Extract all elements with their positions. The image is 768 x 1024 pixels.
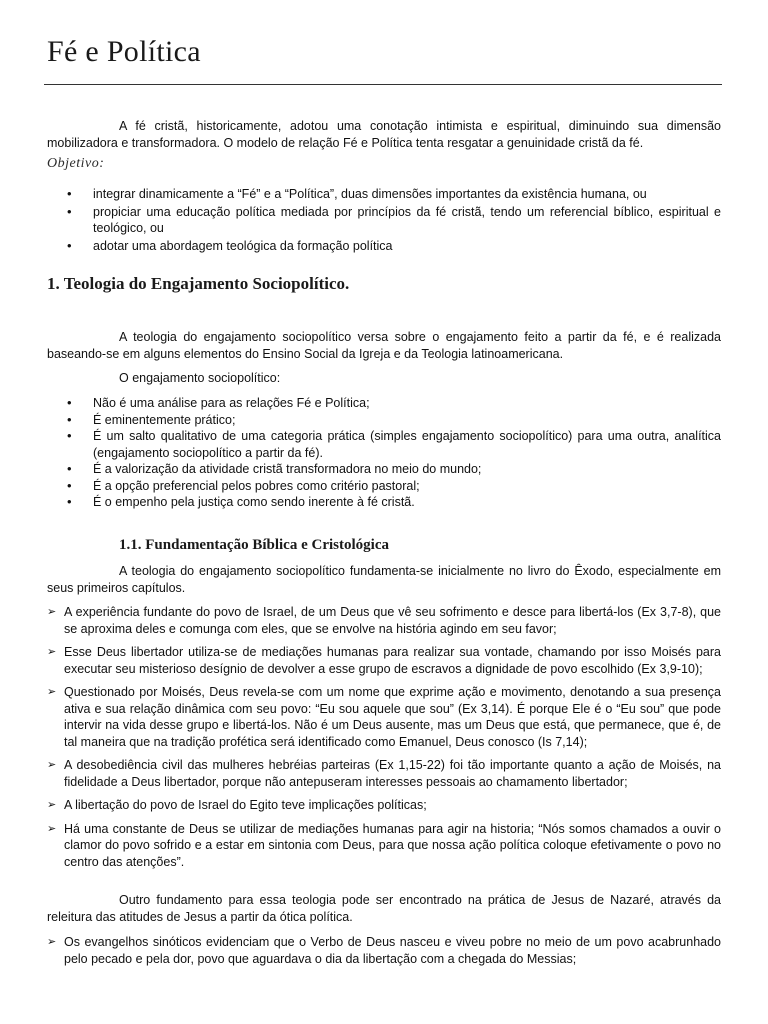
list-item: ➢ A experiência fundante do povo de Israel, de um Deus que vê seu sofrimento e desce para libertá-los (Ex 3,7-8), que se aproxima deles e comunga com eles, que se envolve na história agindo em seu favor; bbox=[47, 605, 721, 636]
arrow-bullet-icon: ➢ bbox=[47, 686, 57, 698]
arrow-bullet-icon: ➢ bbox=[47, 822, 57, 835]
objetivos-list bbox=[47, 186, 721, 254]
list-item: • É um salto qualitativo de uma categoria prática (simples engajamento sociopolítico) para uma outra, analítica (engajamento sociopolítico a partir da fé). bbox=[67, 428, 721, 460]
bullet-icon: • bbox=[67, 428, 72, 443]
bullet-icon: • bbox=[67, 411, 72, 427]
arrow-bullet-icon: ➢ bbox=[47, 606, 57, 618]
list-item: ➢ Esse Deus libertador utiliza-se de mediações humanas para realizar sua vontade, chamando por isso Moisés para executar seu misterioso desígnio de devolver a esse grupo de escravos a dignidade de povo escolhido (Ex 3,9-10); bbox=[47, 645, 721, 676]
subsection-list bbox=[47, 604, 721, 870]
arrow-bullet-icon: ➢ bbox=[47, 759, 57, 771]
arrow-bullet-icon: ➢ bbox=[47, 799, 57, 811]
list-item: • Não é uma análise para as relações Fé e Política; bbox=[67, 395, 370, 410]
page-title: Fé e Política bbox=[47, 35, 201, 68]
list-item: • É eminentemente prático; bbox=[67, 411, 236, 427]
section1-list bbox=[47, 395, 721, 511]
list-item: ➢ A libertação do povo de Israel do Egito teve implicações políticas; bbox=[47, 798, 427, 812]
list-item: • É a valorização da atividade cristã transformadora no meio do mundo; bbox=[67, 461, 482, 476]
section-heading: 1. Teologia do Engajamento Sociopolítico. bbox=[47, 274, 350, 293]
bullet-icon: • bbox=[67, 203, 72, 219]
arrow-bullet-icon: ➢ bbox=[47, 646, 57, 658]
subsection-paragraph-2: Outro fundamento para essa teologia pode ser encontrado na prática de Jesus de Nazaré, através da releitura das atitudes de Jesus a partir da ótica política. bbox=[47, 893, 721, 924]
subsection-heading: 1.1. Fundamentação Bíblica e Cristológica bbox=[119, 537, 389, 553]
list-item: • É a opção preferencial pelos pobres como critério pastoral; bbox=[67, 477, 420, 493]
list-item: • É o empenho pela justiça como sendo inerente à fé cristã. bbox=[67, 494, 415, 509]
list-item: ➢ A desobediência civil das mulheres hebréias parteiras (Ex 1,15-22) foi tão importante quanto a ação de Moisés, na fidelidade a Deus libertador, porque não antepuseram interesses pessoais ao chamamento libertador; bbox=[47, 758, 721, 789]
list-item: ➢ Questionado por Moisés, Deus revela-se com um nome que exprime ação e movimento, denotando a sua presença ativa e sua relação dinâmica com seu povo: “Eu sou aquele que sou” (Ex 3,14). É porque Ele é o “Eu sou” que pode intervir na vida desse grupo e libertá-los. Não é um Deus ausente, mas um Deus que está, que permanece, que é, de tal maneira que na tradição profética será identificado como Emanuel, Deus conosco (Is 7,14); bbox=[47, 685, 721, 749]
section1-paragraph: A teologia do engajamento sociopolítico versa sobre o engajamento feito a partir da fé, e é realizada baseando-se em alguns elementos do Ensino Social da Igreja e da Teologia latinoamericana. bbox=[47, 330, 721, 361]
objetivo-label: Objetivo: bbox=[47, 156, 105, 171]
title-divider bbox=[44, 84, 722, 85]
section1-list-intro: O engajamento sociopolítico: bbox=[119, 371, 281, 385]
arrow-bullet-icon: ➢ bbox=[47, 936, 57, 948]
list-item: • integrar dinamicamente a “Fé” e a “Política”, duas dimensões importantes da existência humana, ou bbox=[67, 186, 647, 201]
list-item: ➢ Há uma constante de Deus se utilizar de mediações humanas para agir na historia; “Nós somos chamados a ouvir o clamor do povo sofrido e a estar em sintonia com Deus, para que nossa ação política coloque efetivamente o povo no centro das atenções”. bbox=[47, 821, 721, 869]
bullet-icon: • bbox=[67, 461, 72, 476]
bullet-icon: • bbox=[67, 494, 72, 509]
intro-paragraph: A fé cristã, historicamente, adotou uma conotação intimista e espiritual, diminuindo sua dimensão mobilizadora e transformadora. O modelo de relação Fé e Política tenta resgatar a genuinidade cristã da fé. bbox=[47, 119, 721, 150]
bullet-icon: • bbox=[67, 237, 72, 253]
list-item: ➢ Os evangelhos sinóticos evidenciam que o Verbo de Deus nasceu e viveu pobre no meio de um povo acabrunhado pelo pecado e pela dor, povo que aguardava o dia da libertação com a chegada do Messias; bbox=[47, 935, 721, 966]
subsection-paragraph: A teologia do engajamento sociopolítico fundamenta-se inicialmente no livro do Êxodo, especialmente em seus primeiros capítulos. bbox=[47, 564, 721, 595]
bullet-icon: • bbox=[67, 186, 72, 201]
bullet-icon: • bbox=[67, 477, 72, 493]
list-item: • propiciar uma educação política mediada por princípios da fé cristã, tendo um referencial bíblico, espiritual e teológico, ou bbox=[67, 203, 721, 235]
list-item: • adotar uma abordagem teológica da formação política bbox=[67, 237, 393, 253]
subsection-list-2 bbox=[47, 934, 721, 967]
bullet-icon: • bbox=[67, 395, 72, 410]
